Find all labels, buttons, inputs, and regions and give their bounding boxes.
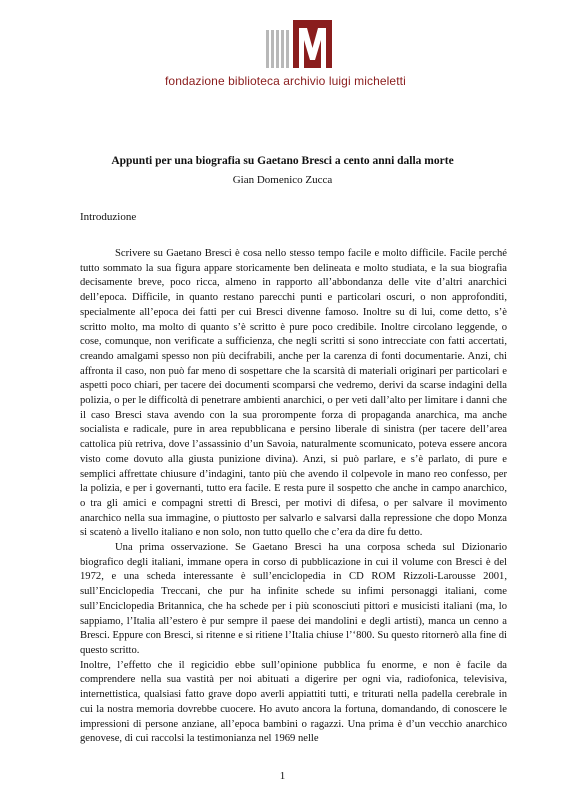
- paragraph: Una prima osservazione. Se Gaetano Bresci ha una corposa scheda sul Dizionario biografico degli italiani, immane opera in corso di pubblicazione in cui il volume con Bresci è del 1972, e una scheda interessante è sull’enciclopedia in CD ROM Rizzoli-Larousse 2001, sull’Enciclopedia Treccani, che pur ha infinite schede su infimi personaggi italiani, come sull’Enciclopedia Britannica, che ha schede per i più sconosciuti pittori e musicisti italiani (ma, lo sappiamo, l’Italia all’estero è pur sempre il paese dei mandolini e degli artisti), manca un cenno a Bresci. Eppure con Bresci, si ritenne e si ritiene l’Italia chiuse l’‘800. Su questo ritornerò alla fine di questo scritto.: [80, 542, 507, 656]
- document-title: Appunti per una biografia su Gaetano Bresci a cento anni dalla morte: [111, 155, 454, 167]
- page-number: 1: [279, 770, 286, 782]
- foundation-logo: [165, 20, 405, 88]
- logo-text: fondazione biblioteca archivio luigi micheletti: [165, 74, 406, 88]
- body-text: [80, 247, 507, 747]
- paragraph: Scrivere su Gaetano Bresci è cosa nello stesso tempo facile e molto difficile. Facile perché tutto sommato la sua figura appare storicamente ben delineata e molto studiata, e la sua biografia decisamente breve, poco ricca, almeno in rapporto all’abbondanza delle vite d’altri anarchici dell’epoca. Difficile, in quanto restano parecchi punti e particolari oscuri, o non approfonditi, specialmente all’epoca dei fatti per cui Bresci divenne famoso. Inoltre su di lui, come detto, s’è scritto molto, ma molto di quanto s’è scritto è pure poco credibile. Inoltre circolano leggende, o cose, comunque, non verificate a sufficienza, che negli scritti si sono intrecciate con fatti accertati, creando amalgami spesso non più decifrabili, anche per la carenza di fonti documentarie. Anzi, chi affronta il caso, non può far meno di sospettare che la scarsità di materiali originari per particolari e aspetti poco chiari, per tacere dei documenti scomparsi che vedremo, derivi da scarse indagini della polizia, o per le difficoltà di penetrare ambienti anarchici, o per veti dall’alto per limitare i danni che il caso Bresci stava avendo con la sua prorompente forza di propaganda anarchica, ma anche socialista e radicale, pure in area repubblicana e persino liberale di sinistra (per tacere dell’area cattolica più retriva, dove l’assassinio d’un Savoia, naturalmente scomunicato, poteva essere ancora visto come dovuto alla giusta punizione divina). Anzi, si può parlare, e s’è parlato, di pure e semplici affrettate chiusure d’indagini, tanto più che avendo il colpevole in mano reo confesso, per la polizia, e per i governanti, tutto era facile. E resta pure il sospetto che anche in campo anarchico, o tra gli amici e compagni stretti di Bresci, per motivi di difesa, o per salvare il movimento anarchico nella sua immagine, o piuttosto per salvarlo e salvarsi dalla repressione che dopo Monza si scatenò a livello italiano e non solo, non tutto quello che c’era da dire fu detto.: [80, 248, 507, 539]
- logo-mark-icon: [266, 20, 336, 68]
- author-name: Gian Domenico Zucca: [232, 174, 333, 186]
- section-heading: Introduzione: [80, 211, 137, 223]
- paragraph: Inoltre, l’effetto che il regicidio ebbe sull’opinione pubblica fu enorme, e non è facile da comprendere nella sua vastità per noi abituati a digerire per ogni via, radiofonica, televisiva, internettistica, qualsiasi fatto grave dopo averli appiattiti tutti, e triturati nella padella cerebrale in cui la nostra memoria dovrebbe cuocere. Ho avuto ancora la fortuna, domandando, di conoscere le impressioni di persone anziane, all’epoca bambini o ragazzi. Una prima è d’un vecchio anarchico genovese, di cui raccolsi la testimonianza nel 1969 nelle: [80, 659, 507, 745]
